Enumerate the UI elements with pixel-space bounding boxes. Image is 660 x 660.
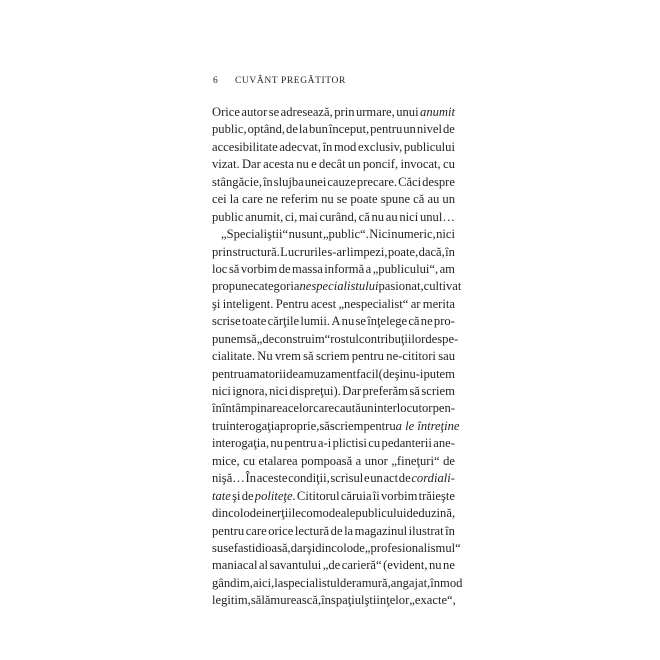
word: mice, bbox=[212, 453, 240, 468]
word: (deşi bbox=[378, 366, 404, 381]
word: Dar bbox=[241, 157, 261, 172]
word: şi bbox=[212, 296, 221, 311]
word: de bbox=[443, 453, 455, 468]
text-line bbox=[212, 174, 455, 191]
word: punem bbox=[212, 331, 247, 346]
word: tru bbox=[212, 418, 226, 433]
word: mod bbox=[440, 575, 463, 590]
word: e bbox=[228, 540, 234, 555]
word: început, bbox=[328, 122, 370, 137]
word: prin bbox=[334, 105, 355, 119]
word: au bbox=[385, 209, 398, 224]
word: de bbox=[286, 366, 299, 381]
word: sau bbox=[438, 349, 455, 364]
text-line bbox=[212, 383, 455, 400]
word: comode bbox=[300, 506, 341, 521]
section-title: CUVÂNT PREGĂTITOR bbox=[235, 76, 346, 86]
word: „fineţuri“ bbox=[391, 453, 440, 468]
word: înţelege bbox=[367, 314, 408, 329]
text-line bbox=[212, 505, 455, 522]
word: publicului bbox=[355, 506, 407, 521]
word: anumit, bbox=[245, 209, 284, 224]
text-line bbox=[212, 470, 455, 487]
word: autor bbox=[241, 105, 268, 119]
word: la bbox=[298, 122, 309, 137]
word: în bbox=[445, 523, 455, 538]
word: nu bbox=[321, 192, 334, 207]
word: ale bbox=[340, 506, 356, 521]
word: lumii. bbox=[300, 314, 331, 329]
running-head bbox=[213, 76, 346, 86]
word: care bbox=[245, 523, 267, 538]
word: acesta bbox=[263, 157, 294, 172]
word: nu bbox=[270, 436, 283, 451]
word: de bbox=[249, 506, 262, 521]
word: act bbox=[383, 471, 399, 486]
word: „nespecialist“ bbox=[338, 296, 409, 311]
word: interogaţia, bbox=[212, 436, 269, 451]
word: cordiali- bbox=[411, 471, 455, 486]
word: nici bbox=[436, 227, 455, 242]
word: să bbox=[250, 593, 262, 608]
word: pen- bbox=[432, 401, 455, 416]
word: inerţiile bbox=[261, 506, 301, 521]
word: ci, bbox=[285, 209, 298, 224]
word: „deconstruim“ bbox=[256, 331, 331, 346]
word: urmare, bbox=[355, 105, 395, 119]
word: Orice bbox=[212, 105, 240, 119]
word: a-i bbox=[317, 436, 332, 451]
word: „profesionalismul“ bbox=[364, 540, 461, 555]
word: ne bbox=[443, 558, 455, 573]
word: categoria bbox=[253, 279, 300, 294]
word: ane- bbox=[433, 436, 455, 451]
word: e bbox=[311, 157, 317, 172]
word: despre bbox=[422, 174, 455, 189]
word: politeţe. bbox=[254, 488, 296, 503]
word: pentru bbox=[363, 418, 396, 433]
word: în bbox=[262, 174, 273, 189]
word: nespecialistului bbox=[299, 279, 379, 294]
word: pompoasă bbox=[301, 453, 353, 468]
word: mod bbox=[333, 139, 357, 154]
word: unul… bbox=[419, 209, 455, 224]
word: Pentru bbox=[275, 296, 309, 311]
word: sus bbox=[212, 540, 229, 555]
word: şi bbox=[306, 540, 316, 555]
word: a bbox=[355, 453, 362, 468]
word: ne bbox=[420, 314, 433, 329]
word: un bbox=[360, 401, 374, 416]
word: au bbox=[427, 192, 440, 207]
word: amatorii bbox=[244, 366, 287, 381]
word: se bbox=[268, 105, 280, 119]
word: aceste bbox=[256, 471, 288, 486]
text-line bbox=[212, 296, 455, 313]
word: şi bbox=[232, 488, 241, 503]
word: la bbox=[229, 192, 239, 207]
word: a le întreţine bbox=[395, 418, 460, 433]
word: de bbox=[241, 488, 254, 503]
word: fastidioasă, bbox=[233, 540, 291, 555]
word: în bbox=[430, 575, 441, 590]
word: de bbox=[425, 331, 438, 346]
word: unor bbox=[364, 453, 388, 468]
word: ar bbox=[410, 296, 421, 311]
word: public bbox=[212, 209, 244, 224]
word: dincolo bbox=[212, 506, 250, 521]
word: scriem bbox=[329, 418, 364, 433]
word: cialitate. bbox=[212, 349, 256, 364]
word: nişă… bbox=[212, 471, 245, 486]
word: în bbox=[445, 244, 455, 259]
word: scrisul bbox=[330, 471, 364, 486]
word: caută bbox=[334, 401, 361, 416]
word: cu bbox=[443, 157, 455, 172]
word: acest bbox=[310, 296, 337, 311]
word: ignora, bbox=[232, 384, 268, 398]
word: să bbox=[303, 349, 314, 364]
word: numeric, bbox=[391, 227, 436, 242]
word: optând, bbox=[247, 122, 286, 137]
word: de bbox=[340, 575, 352, 590]
word: în bbox=[321, 593, 331, 608]
text-line bbox=[212, 400, 455, 417]
word: să bbox=[246, 331, 257, 346]
word: cu bbox=[243, 453, 255, 468]
word: În bbox=[245, 471, 257, 486]
word: merita bbox=[422, 296, 455, 311]
word: ştiinţelor bbox=[364, 593, 410, 608]
word: în bbox=[212, 401, 222, 416]
word: am bbox=[439, 261, 455, 276]
word: slujba bbox=[273, 174, 304, 189]
word: orice bbox=[268, 523, 294, 538]
word: al bbox=[258, 558, 269, 573]
word: carieră“ bbox=[341, 558, 382, 573]
word: scriem bbox=[315, 349, 350, 364]
word: Lucrurile bbox=[280, 244, 328, 259]
word: de bbox=[406, 506, 419, 521]
word: public, bbox=[212, 122, 247, 137]
word: spune bbox=[380, 192, 411, 207]
text-line bbox=[212, 139, 455, 156]
word: „public“. bbox=[322, 227, 369, 242]
word: pentru bbox=[212, 366, 245, 381]
page-number: 6 bbox=[213, 76, 219, 86]
word: accesibilitate bbox=[212, 139, 278, 154]
word: massa bbox=[292, 261, 323, 276]
word: cărţile bbox=[267, 314, 300, 329]
word: contribuţiilor bbox=[358, 331, 426, 346]
word: „Specialiştii“ bbox=[221, 227, 289, 242]
word: stângăcie, bbox=[212, 174, 262, 189]
text-line bbox=[212, 575, 463, 592]
word: limpezi, bbox=[346, 244, 388, 259]
text-line bbox=[212, 156, 455, 173]
word: că bbox=[408, 314, 420, 329]
word: unei bbox=[304, 174, 327, 189]
word: că bbox=[413, 192, 425, 207]
word: vorbim bbox=[380, 488, 418, 503]
word: interogaţia bbox=[226, 418, 280, 433]
word: care bbox=[313, 401, 335, 416]
word: întâmpinarea bbox=[221, 401, 288, 416]
word: structură. bbox=[232, 244, 280, 259]
word: nu bbox=[296, 157, 309, 172]
text-line bbox=[212, 313, 455, 330]
text-line bbox=[212, 435, 455, 452]
text-line bbox=[212, 226, 455, 243]
word: lămurească, bbox=[261, 593, 322, 608]
word: căruia bbox=[340, 488, 372, 503]
word: inteligent. bbox=[222, 296, 274, 311]
word: informă bbox=[324, 261, 365, 276]
word: ne bbox=[265, 192, 278, 207]
word: de bbox=[286, 122, 298, 137]
word: să bbox=[319, 418, 330, 433]
text-line bbox=[212, 488, 455, 505]
word: ilustrat bbox=[408, 523, 444, 538]
word: Nu bbox=[257, 349, 273, 364]
word: adresează, bbox=[280, 105, 333, 119]
text-line bbox=[212, 121, 455, 138]
word: dacă, bbox=[418, 244, 445, 259]
word: trăieşte bbox=[418, 488, 455, 503]
word: de bbox=[353, 540, 365, 555]
text-line bbox=[212, 348, 455, 365]
word: (evident, bbox=[383, 558, 428, 573]
word: mai bbox=[298, 209, 318, 224]
word: cu bbox=[368, 436, 381, 451]
word: angajat, bbox=[390, 575, 431, 590]
word: dispreţui). bbox=[289, 384, 341, 398]
word: s-ar bbox=[327, 244, 347, 259]
text-line bbox=[212, 278, 462, 295]
word: de bbox=[443, 122, 455, 137]
text-line bbox=[212, 331, 459, 348]
word: a bbox=[365, 261, 372, 276]
word: aici, bbox=[252, 575, 275, 590]
word: nu bbox=[288, 227, 302, 242]
word: poate bbox=[350, 192, 378, 207]
word: poate, bbox=[387, 244, 419, 259]
text-line bbox=[212, 592, 455, 609]
word: pentru bbox=[351, 349, 384, 364]
word: că bbox=[358, 209, 370, 224]
word: anumit bbox=[420, 105, 455, 119]
word: de bbox=[398, 471, 411, 486]
word: Cititorul bbox=[296, 488, 340, 503]
word: nu-i bbox=[403, 366, 424, 381]
text-line bbox=[212, 244, 455, 261]
word: „publicului“, bbox=[372, 261, 439, 276]
text-line bbox=[212, 366, 455, 383]
word: proprie, bbox=[279, 418, 320, 433]
word: pro- bbox=[433, 314, 455, 329]
word: să bbox=[228, 261, 240, 276]
word: un bbox=[347, 157, 361, 172]
word: pentru bbox=[370, 122, 403, 137]
word: publicului bbox=[403, 139, 455, 154]
word: unui bbox=[396, 105, 419, 119]
word: nici bbox=[212, 384, 231, 398]
word: poncif, bbox=[362, 157, 399, 172]
word: nici bbox=[269, 384, 288, 398]
text-line bbox=[212, 191, 455, 208]
word: rostul bbox=[330, 331, 359, 346]
word: spe- bbox=[437, 331, 459, 346]
word: Nici bbox=[369, 227, 391, 242]
body-paragraph bbox=[212, 104, 463, 610]
text-line bbox=[212, 418, 460, 435]
word: loc bbox=[212, 261, 228, 276]
word: maniacal bbox=[212, 558, 258, 573]
word: pedanterii bbox=[381, 436, 432, 451]
word: legitim, bbox=[212, 593, 251, 608]
word: pentru bbox=[284, 436, 317, 451]
word: plictisi bbox=[332, 436, 367, 451]
word: celor bbox=[287, 401, 313, 416]
word: putem bbox=[423, 366, 455, 381]
word: un bbox=[370, 471, 383, 486]
word: pasionat, bbox=[378, 279, 424, 294]
word: pentru bbox=[212, 523, 245, 538]
word: vrem bbox=[274, 349, 301, 364]
word: adecvat, bbox=[279, 139, 321, 154]
word: preferăm bbox=[362, 384, 408, 398]
word: nivel bbox=[416, 122, 443, 137]
word: interlocutor bbox=[373, 401, 433, 416]
word: la bbox=[274, 575, 284, 590]
word: dincolo bbox=[315, 540, 353, 555]
word: vorbim bbox=[240, 261, 278, 276]
word: magazinul bbox=[354, 523, 408, 538]
word: bun bbox=[309, 122, 328, 137]
word: ramură, bbox=[351, 575, 391, 590]
word: nu bbox=[341, 314, 355, 329]
text-line bbox=[212, 523, 455, 540]
word: tate bbox=[212, 488, 231, 503]
word: scriem bbox=[421, 384, 455, 398]
word: savantului bbox=[269, 558, 322, 573]
word: condiţii, bbox=[288, 471, 330, 486]
word: îi bbox=[372, 488, 380, 503]
text-line bbox=[212, 557, 455, 574]
word: cauze bbox=[327, 174, 356, 189]
word: în bbox=[322, 139, 333, 154]
word: e bbox=[363, 471, 370, 486]
word: cei bbox=[212, 192, 227, 207]
word: exclusiv, bbox=[357, 139, 403, 154]
word: spaţiul bbox=[330, 593, 365, 608]
word: amuzament bbox=[298, 366, 357, 381]
word: sunt bbox=[301, 227, 323, 242]
word: duzină, bbox=[418, 506, 456, 521]
word: de bbox=[278, 261, 291, 276]
text-line bbox=[212, 453, 455, 470]
word: nu bbox=[371, 209, 385, 224]
word: să bbox=[409, 384, 420, 398]
text-line bbox=[212, 104, 455, 121]
word: facil bbox=[356, 366, 379, 381]
word: scrise bbox=[212, 314, 241, 329]
text-line bbox=[212, 209, 455, 226]
word: nu bbox=[428, 558, 442, 573]
word: Căci bbox=[398, 174, 422, 189]
word: cultivat bbox=[423, 279, 462, 294]
text-line bbox=[212, 540, 461, 557]
word: care bbox=[241, 192, 263, 207]
word: A bbox=[331, 314, 341, 329]
word: Dar bbox=[342, 384, 362, 398]
word: specialistul bbox=[283, 575, 341, 590]
word: precare. bbox=[356, 174, 398, 189]
word: un bbox=[442, 192, 455, 207]
word: lectură bbox=[294, 523, 330, 538]
word: ne-cititori bbox=[386, 349, 436, 364]
word: se bbox=[336, 192, 348, 207]
word: curând, bbox=[319, 209, 357, 224]
word: dar bbox=[290, 540, 307, 555]
word: nici bbox=[399, 209, 419, 224]
word: invocat, bbox=[400, 157, 441, 172]
word: vizat. bbox=[212, 157, 240, 172]
word: de bbox=[330, 523, 343, 538]
word: etalarea bbox=[258, 453, 298, 468]
word: gândim, bbox=[212, 575, 253, 590]
word: referim bbox=[280, 192, 319, 207]
word: prin bbox=[212, 244, 233, 259]
word: „de bbox=[322, 558, 341, 573]
word: toate bbox=[241, 314, 267, 329]
word: la bbox=[344, 523, 354, 538]
word: propune bbox=[212, 279, 254, 294]
word: „exacte“, bbox=[409, 593, 456, 608]
text-line bbox=[212, 261, 455, 278]
word: un bbox=[403, 122, 416, 137]
word: se bbox=[355, 314, 366, 329]
word: decât bbox=[319, 157, 346, 172]
